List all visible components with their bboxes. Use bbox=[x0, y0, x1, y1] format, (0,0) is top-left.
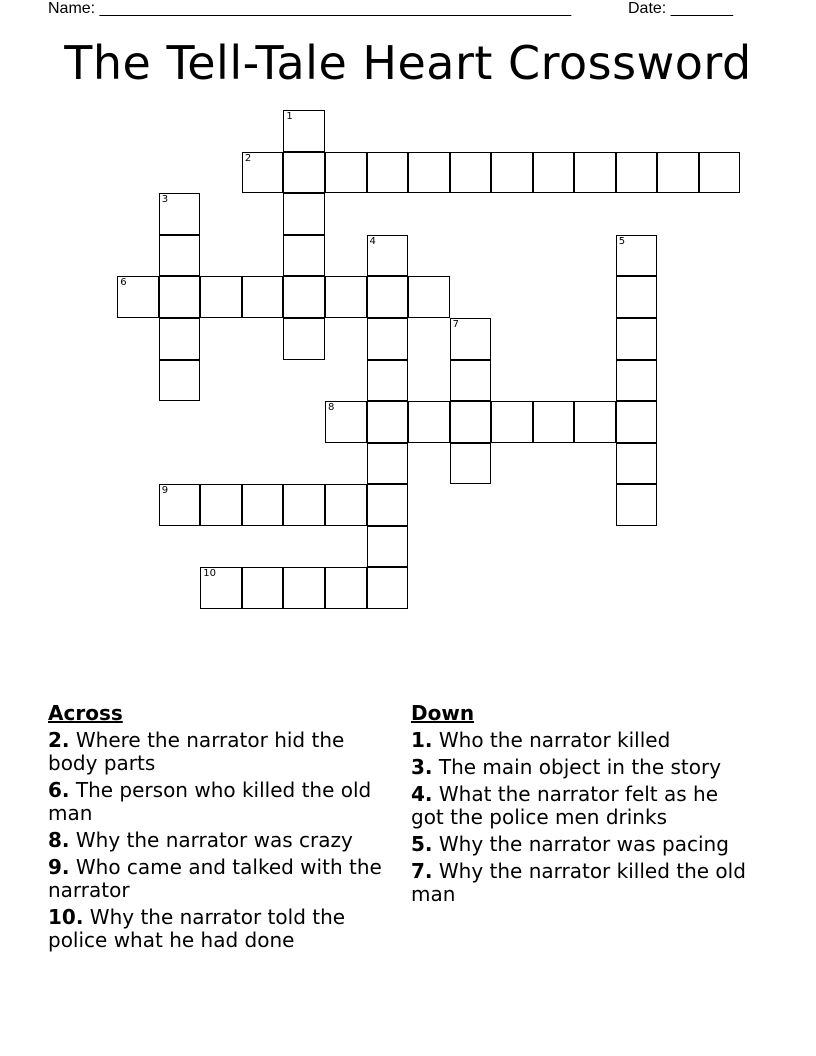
clue-number: 1. bbox=[411, 728, 433, 752]
clue-number: 10. bbox=[48, 905, 84, 929]
grid-cell[interactable] bbox=[616, 152, 658, 194]
grid-cell[interactable] bbox=[325, 401, 367, 443]
clue-number-label: 9 bbox=[161, 485, 169, 497]
grid-cell[interactable] bbox=[367, 567, 409, 609]
clue-number: 9. bbox=[48, 855, 70, 879]
clue-text: Why the narrator was crazy bbox=[75, 828, 353, 852]
clue-number: 3. bbox=[411, 755, 433, 779]
grid-cell[interactable] bbox=[325, 152, 367, 194]
grid-cell[interactable] bbox=[367, 235, 409, 277]
grid-cell[interactable] bbox=[616, 235, 658, 277]
grid-cell[interactable] bbox=[283, 152, 325, 194]
name-line[interactable]: Name: _____________________________________________________ bbox=[48, 0, 572, 17]
grid-cell[interactable] bbox=[616, 401, 658, 443]
clue-text: The main object in the story bbox=[438, 755, 722, 779]
clue-number: 2. bbox=[48, 728, 70, 752]
down-clues bbox=[411, 702, 751, 910]
clue-number-label: 4 bbox=[369, 235, 376, 247]
grid-cell[interactable] bbox=[367, 318, 409, 360]
clue-number-label: 10 bbox=[203, 568, 217, 580]
clue-number: 4. bbox=[411, 782, 433, 806]
down-clue bbox=[411, 860, 751, 906]
grid-cell[interactable] bbox=[159, 193, 201, 235]
grid-cell[interactable] bbox=[450, 152, 492, 194]
clue-text: Why the narrator told the police what he had done bbox=[48, 905, 346, 952]
grid-cell[interactable] bbox=[699, 152, 741, 194]
grid-cell[interactable] bbox=[574, 152, 616, 194]
grid-cell[interactable] bbox=[367, 360, 409, 402]
clue-number-label: 8 bbox=[327, 402, 335, 414]
clue-number-label: 6 bbox=[120, 277, 127, 289]
grid-cell[interactable] bbox=[616, 360, 658, 402]
across-clue bbox=[48, 856, 388, 902]
grid-cell[interactable] bbox=[283, 193, 325, 235]
clue-text: What the narrator felt as he got the police men drinks bbox=[411, 782, 719, 829]
clue-number: 5. bbox=[411, 832, 433, 856]
grid-cell[interactable] bbox=[491, 401, 533, 443]
grid-cell[interactable] bbox=[325, 276, 367, 318]
grid-cell[interactable] bbox=[367, 401, 409, 443]
down-clue bbox=[411, 833, 751, 856]
across-clue bbox=[48, 779, 388, 825]
grid-cell[interactable] bbox=[657, 152, 699, 194]
grid-cell[interactable] bbox=[533, 401, 575, 443]
grid-cell[interactable] bbox=[200, 484, 242, 526]
clue-number-label: 2 bbox=[244, 152, 252, 164]
clue-number-label: 1 bbox=[286, 111, 293, 123]
grid-cell[interactable] bbox=[367, 484, 409, 526]
clue-number: 7. bbox=[411, 859, 433, 883]
grid-cell[interactable] bbox=[367, 526, 409, 568]
grid-cell[interactable] bbox=[491, 152, 533, 194]
grid-cell[interactable] bbox=[159, 235, 201, 277]
grid-cell[interactable] bbox=[159, 276, 201, 318]
grid-cell[interactable] bbox=[283, 484, 325, 526]
grid-cell[interactable] bbox=[325, 567, 367, 609]
clue-number-label: 5 bbox=[618, 235, 626, 247]
grid-cell[interactable] bbox=[200, 567, 242, 609]
down-heading: Down bbox=[411, 701, 475, 725]
grid-cell[interactable] bbox=[117, 276, 159, 318]
grid-cell[interactable] bbox=[450, 443, 492, 485]
down-clue bbox=[411, 756, 751, 779]
grid-cell[interactable] bbox=[283, 318, 325, 360]
grid-cell[interactable] bbox=[242, 276, 284, 318]
grid-cell[interactable] bbox=[616, 484, 658, 526]
across-clue bbox=[48, 829, 388, 852]
clue-text: Where the narrator hid the body parts bbox=[48, 728, 345, 775]
clue-text: Who the narrator killed bbox=[438, 728, 671, 752]
puzzle-title: The Tell-Tale Heart Crossword bbox=[64, 36, 752, 90]
grid-cell[interactable] bbox=[283, 276, 325, 318]
grid-cell[interactable] bbox=[450, 318, 492, 360]
grid-cell[interactable] bbox=[408, 401, 450, 443]
across-heading: Across bbox=[48, 701, 123, 725]
down-clue bbox=[411, 783, 751, 829]
down-clue bbox=[411, 729, 751, 752]
grid-cell[interactable] bbox=[159, 318, 201, 360]
grid-cell[interactable] bbox=[367, 276, 409, 318]
grid-cell[interactable] bbox=[408, 276, 450, 318]
across-clues bbox=[48, 702, 388, 956]
grid-cell[interactable] bbox=[242, 567, 284, 609]
grid-cell[interactable] bbox=[616, 443, 658, 485]
grid-cell[interactable] bbox=[283, 235, 325, 277]
grid-cell[interactable] bbox=[283, 567, 325, 609]
grid-cell[interactable] bbox=[200, 276, 242, 318]
grid-cell[interactable] bbox=[450, 401, 492, 443]
grid-cell[interactable] bbox=[283, 110, 325, 152]
grid-cell[interactable] bbox=[159, 484, 201, 526]
clue-number-label: 3 bbox=[161, 194, 169, 206]
clue-number: 8. bbox=[48, 828, 70, 852]
clue-number-label: 7 bbox=[452, 318, 459, 330]
grid-cell[interactable] bbox=[533, 152, 575, 194]
grid-cell[interactable] bbox=[616, 318, 658, 360]
clue-text: The person who killed the old man bbox=[48, 778, 372, 825]
grid-cell[interactable] bbox=[616, 276, 658, 318]
grid-cell[interactable] bbox=[325, 484, 367, 526]
clue-text: Why the narrator was pacing bbox=[438, 832, 729, 856]
date-line[interactable]: Date: _______ bbox=[628, 0, 733, 17]
clue-text: Who came and talked with the narrator bbox=[48, 855, 382, 902]
across-clue bbox=[48, 906, 388, 952]
across-clue bbox=[48, 729, 388, 775]
clue-text: Why the narrator killed the old man bbox=[411, 859, 746, 906]
grid-cell[interactable] bbox=[367, 152, 409, 194]
grid-cell[interactable] bbox=[408, 152, 450, 194]
grid-cell[interactable] bbox=[242, 484, 284, 526]
grid-cell[interactable] bbox=[367, 443, 409, 485]
grid-cell[interactable] bbox=[242, 152, 284, 194]
grid-cell[interactable] bbox=[159, 360, 201, 402]
grid-cell[interactable] bbox=[574, 401, 616, 443]
clue-number: 6. bbox=[48, 778, 70, 802]
grid-cell[interactable] bbox=[450, 360, 492, 402]
